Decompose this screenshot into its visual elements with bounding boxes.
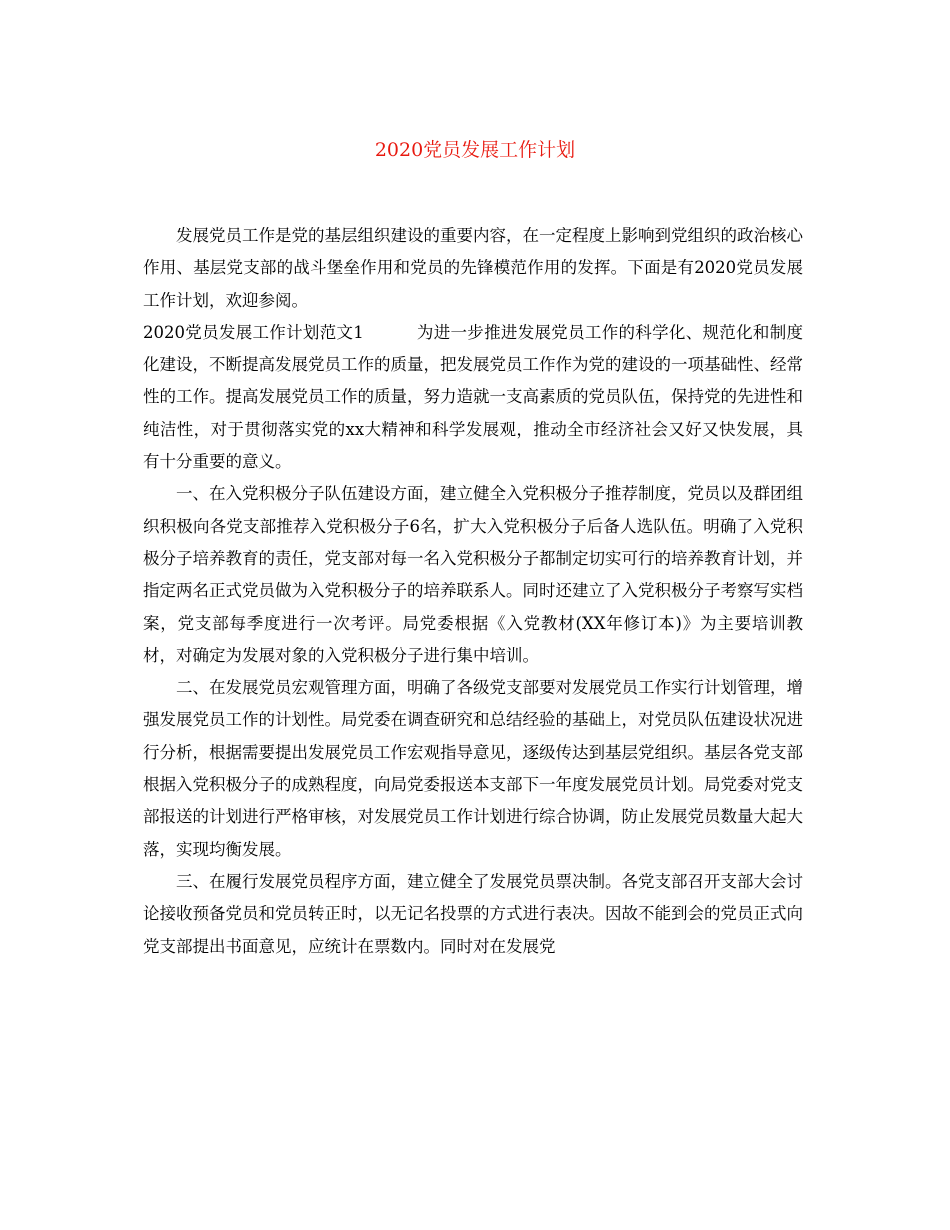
section-heading: 2020党员发展工作计划范文1 xyxy=(143,322,364,342)
section-intro: 为进一步推进发展党员工作的科学化、规范化和制度化建设，不断提高发展党员工作的质量，把发展党员工作作为党的建设的一项基础性、经常性的工作。提高发展党员工作的质量，努力造就一支高素质的党员队伍，保持党的先进性和纯洁性，对于贯彻落实党的xx大精神和科学发展观，推动全市经济社会又好又快发展，具有十分重要的意义。 xyxy=(143,322,803,472)
paragraph-3: 三、在履行发展党员程序方面，建立健全了发展党员票决制。各党支部召开支部大会讨论接收预备党员和党员转正时，以无记名投票的方式进行表决。因故不能到会的党员正式向党支部提出书面意见，应统计在票数内。同时对在发展党 xyxy=(143,871,803,956)
document-body xyxy=(143,220,803,963)
paragraph-1: 一、在入党积极分子队伍建设方面，建立健全入党积极分子推荐制度，党员以及群团组织积极向各党支部推荐入党积极分子6名，扩大入党积极分子后备人选队伍。明确了入党积极分子培养教育的责任，党支部对每一名入党积极分子都制定切实可行的培养教育计划，并指定两名正式党员做为入党积极分子的培养联系人。同时还建立了入党积极分子考察写实档案，党支部每季度进行一次考评。局党委根据《入党教材(XX年修订本)》为主要培训教材，对确定为发展对象的入党积极分子进行集中培训。 xyxy=(143,484,803,665)
paragraph-2: 二、在发展党员宏观管理方面，明确了各级党支部要对发展党员工作实行计划管理，增强发展党员工作的计划性。局党委在调查研究和总结经验的基础上，对党员队伍建设状况进行分析，根据需要提出发展党员工作宏观指导意见，逐级传达到基层党组织。基层各党支部根据入党积极分子的成熟程度，向局党委报送本支部下一年度发展党员计划。局党委对党支部报送的计划进行严格审核，对发展党员工作计划进行综合协调，防止发展党员数量大起大落，实现均衡发展。 xyxy=(143,678,803,859)
document-title: 2020党员发展工作计划 xyxy=(374,139,576,161)
intro-paragraph: 发展党员工作是党的基层组织建设的重要内容，在一定程度上影响到党组织的政治核心作用、基层党支部的战斗堡垒作用和党员的先锋模范作用的发挥。下面是有2020党员发展工作计划，欢迎参阅。 xyxy=(143,226,803,310)
section-paragraph xyxy=(143,317,803,478)
